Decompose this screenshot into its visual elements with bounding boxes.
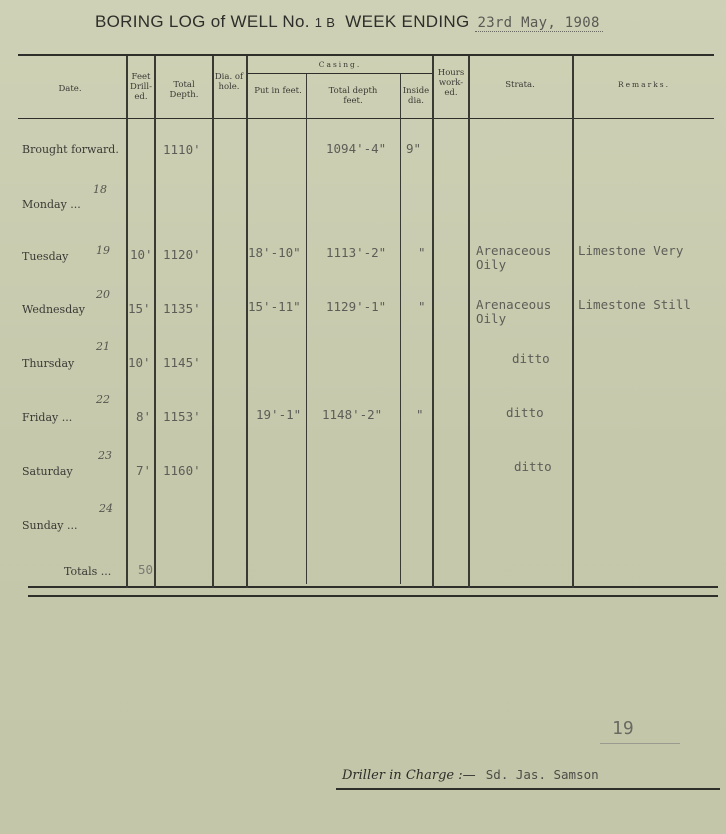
driller-in-charge bbox=[342, 767, 599, 783]
cell-total-depth: 1135' bbox=[163, 301, 201, 316]
cell-feet-drilled: 15' bbox=[128, 301, 151, 316]
col-rule-1 bbox=[126, 56, 128, 588]
header-inside-dia: Inside dia. bbox=[402, 86, 430, 106]
driller-rule bbox=[336, 788, 720, 790]
col-rule-3 bbox=[212, 56, 214, 588]
cell-total-depth: 1153' bbox=[163, 409, 201, 424]
cell-casing-depth: 1129'-1" bbox=[326, 299, 387, 314]
cell-strata: ditto bbox=[506, 405, 544, 420]
title-text: BORING LOG of WELL No. bbox=[95, 12, 310, 31]
header-total-depth: Total Depth. bbox=[169, 80, 199, 100]
cell-put-in: 19'-1" bbox=[256, 407, 302, 422]
col-rule-5 bbox=[306, 74, 307, 584]
row-label-tuesday: Tuesday bbox=[22, 250, 69, 263]
cell-feet-drilled: 10' bbox=[128, 355, 151, 370]
header-hours-worked: Hours work-ed. bbox=[437, 68, 465, 98]
header-bottom-rule bbox=[18, 118, 714, 119]
cell-total-depth: 1120' bbox=[163, 247, 201, 262]
cell-strata: ditto bbox=[512, 351, 550, 366]
row-label-totals: Totals ... bbox=[64, 565, 112, 578]
cell-total-feet: 50 bbox=[138, 562, 154, 577]
col-rule-9 bbox=[572, 56, 574, 588]
page-number-rule bbox=[600, 743, 680, 744]
week-ending-label: WEEK ENDING bbox=[345, 12, 470, 31]
col-rule-2 bbox=[154, 56, 156, 588]
header-dia-of-hole: Dia. of hole. bbox=[214, 72, 244, 92]
cell-put-in: 18'-10" bbox=[248, 245, 301, 260]
cell-total-depth: 1145' bbox=[163, 355, 201, 370]
table-bottom-rule-2 bbox=[28, 595, 718, 597]
cell-strata: Arenaceous Oily bbox=[476, 243, 552, 272]
day-number: 22 bbox=[96, 393, 110, 406]
row-label-brought-forward: Brought forward. bbox=[22, 143, 119, 156]
driller-label: Driller in Charge :— bbox=[342, 768, 476, 783]
row-label-sunday: Sunday ... bbox=[22, 519, 78, 532]
col-rule-4 bbox=[246, 56, 248, 588]
day-number: 23 bbox=[98, 449, 112, 462]
day-number: 21 bbox=[96, 340, 110, 353]
cell-put-in: 15'-11" bbox=[248, 299, 301, 314]
casing-rule bbox=[248, 73, 432, 74]
cell-inside-dia: " bbox=[418, 245, 426, 260]
row-label-saturday: Saturday bbox=[22, 465, 73, 478]
table-bottom-rule bbox=[28, 586, 718, 588]
week-ending-value: 23rd May, 1908 bbox=[475, 15, 603, 32]
cell-feet-drilled: 8' bbox=[136, 409, 152, 424]
cell-feet-drilled: 7' bbox=[136, 463, 152, 478]
row-label-thursday: Thursday bbox=[22, 357, 75, 370]
cell-total-depth: 1110' bbox=[163, 142, 201, 157]
row-label-friday: Friday ... bbox=[22, 411, 73, 424]
header-feet-drilled: Feet Drill-ed. bbox=[130, 72, 152, 102]
cell-remarks: Limestone Still bbox=[578, 297, 691, 312]
header-casing: Casing. bbox=[318, 60, 362, 69]
form-title bbox=[95, 12, 695, 32]
cell-feet-drilled: 10' bbox=[130, 247, 153, 262]
col-rule-8 bbox=[468, 56, 470, 588]
cell-inside-dia: 9" bbox=[406, 141, 422, 156]
header-put-in: Put in feet. bbox=[254, 86, 302, 96]
cell-casing-depth: 1113'-2" bbox=[326, 245, 387, 260]
cell-strata: Arenaceous Oily bbox=[476, 297, 552, 326]
well-number: 1 B bbox=[314, 15, 336, 30]
cell-remarks: Limestone Very bbox=[578, 243, 684, 258]
cell-casing-depth: 1094'-4" bbox=[326, 141, 387, 156]
day-number: 19 bbox=[96, 244, 110, 257]
header-date: Date. bbox=[58, 84, 82, 94]
cell-total-depth: 1160' bbox=[163, 463, 201, 478]
cell-inside-dia: " bbox=[418, 299, 426, 314]
col-rule-6 bbox=[400, 74, 401, 584]
cell-strata: ditto bbox=[514, 459, 552, 474]
header-casing-total-depth: Total depth feet. bbox=[328, 86, 378, 106]
header-strata: Strata. bbox=[505, 80, 535, 90]
cell-inside-dia: " bbox=[416, 407, 424, 422]
day-number: 24 bbox=[99, 502, 113, 515]
day-number: 18 bbox=[93, 183, 107, 196]
header-remarks: Remarks. bbox=[617, 80, 671, 89]
row-label-monday: Monday ... bbox=[22, 198, 81, 211]
day-number: 20 bbox=[96, 288, 110, 301]
table-top-rule bbox=[18, 54, 714, 56]
cell-casing-depth: 1148'-2" bbox=[322, 407, 383, 422]
row-label-wednesday: Wednesday bbox=[22, 303, 86, 316]
driller-signature: Sd. Jas. Samson bbox=[485, 767, 599, 782]
page-number: 19 bbox=[612, 718, 634, 739]
col-rule-7 bbox=[432, 56, 434, 588]
